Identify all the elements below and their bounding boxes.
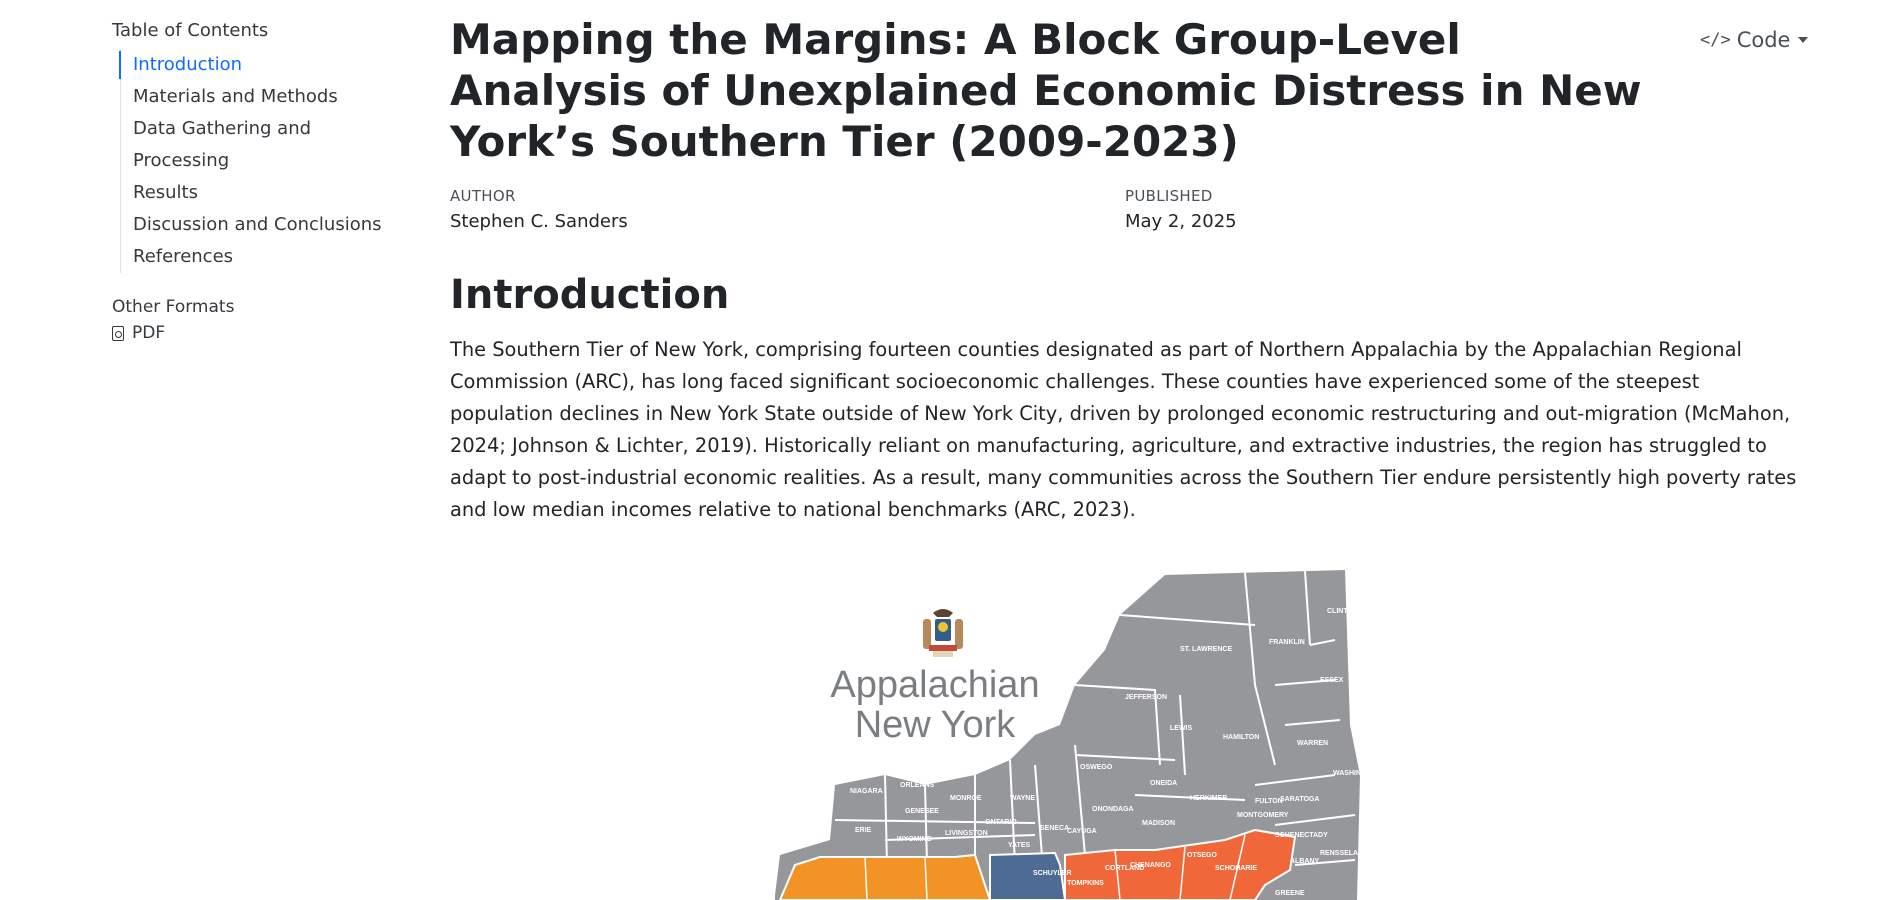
other-formats-title: Other Formats bbox=[112, 297, 235, 317]
author-label: AUTHOR bbox=[450, 187, 516, 205]
county-label: GENESEE bbox=[905, 808, 939, 815]
county-label: WYOMING bbox=[897, 836, 932, 843]
county-label: WAYNE bbox=[1010, 795, 1036, 802]
appalachian-new-york-map-figure bbox=[775, 565, 1382, 900]
logo-line-1: Appalachian bbox=[830, 664, 1040, 706]
county-label: ORLEANS bbox=[900, 782, 935, 789]
county-label: CHENANGO bbox=[1130, 862, 1171, 869]
main-content bbox=[450, 14, 1800, 526]
county-label: WASHINGTON bbox=[1333, 770, 1382, 777]
county-label: SCHUYLER bbox=[1033, 870, 1072, 877]
county-label: JEFFERSON bbox=[1125, 694, 1168, 701]
county-label: ONEIDA bbox=[1150, 780, 1178, 787]
published-label: PUBLISHED bbox=[1125, 187, 1213, 205]
toc-item-results[interactable]: Results bbox=[133, 182, 198, 203]
county-label: ERIE bbox=[855, 827, 872, 834]
author-name: Stephen C. Sanders bbox=[450, 211, 628, 232]
county-label: ST. LAWRENCE bbox=[1180, 646, 1233, 653]
published-date: May 2, 2025 bbox=[1125, 211, 1237, 232]
code-button[interactable] bbox=[1700, 28, 1808, 52]
map-region-orange-west bbox=[780, 855, 990, 900]
pdf-link[interactable] bbox=[112, 323, 412, 343]
county-label: OTSEGO bbox=[1187, 852, 1217, 859]
toc-title: Table of Contents bbox=[112, 20, 269, 41]
county-label: LEWIS bbox=[1170, 725, 1193, 732]
intro-paragraph: The Southern Tier of New York, comprising fourteen counties designated as part of Northern Appalachia by the Appalachian Regional Commission (ARC), has long faced significant socioeconomic challenges. These counties have experienced some of the steepest population declines in New York State outside of New York City, driven by prolonged economic restructuring and out-migration (McMahon, 2024; Johnson & Lichter, 2019). Historically reliant on manufacturing, agriculture, and extractive industries, the region has struggled to adapt to post-industrial economic realities. As a result, many communities across the Southern Tier endure persistently high poverty rates and low median incomes relative to national benchmarks (ARC, 2023). bbox=[450, 338, 1797, 521]
county-label: CLINTON bbox=[1327, 608, 1358, 615]
file-pdf-icon bbox=[112, 326, 124, 341]
page-title: Mapping the Margins: A Block Group-Level Analysis of Unexplained Economic Distress in New York’s Southern Tier (2009-2023) bbox=[450, 15, 1642, 166]
county-label: LIVINGSTON bbox=[945, 830, 988, 837]
county-label: ONTARIO bbox=[985, 819, 1017, 826]
published-block bbox=[1125, 187, 1800, 232]
county-label: MONROE bbox=[950, 795, 982, 802]
new-york-state-seal-icon bbox=[911, 605, 975, 665]
county-label: FULTON bbox=[1255, 798, 1283, 805]
county-label: YATES bbox=[1008, 842, 1031, 849]
pdf-label: PDF bbox=[132, 323, 166, 343]
toc-item-references[interactable]: References bbox=[133, 246, 234, 267]
author-block bbox=[450, 187, 1125, 232]
code-icon: </> bbox=[1700, 30, 1731, 50]
logo-line-2: New York bbox=[854, 704, 1016, 746]
county-label: SENECA bbox=[1040, 825, 1070, 832]
county-label: HAMILTON bbox=[1223, 734, 1260, 741]
county-label: ESSEX bbox=[1320, 677, 1344, 684]
section-heading-introduction: Introduction bbox=[450, 272, 730, 318]
county-label: ALBANY bbox=[1290, 858, 1320, 865]
chevron-down-icon bbox=[1798, 37, 1808, 43]
county-label: SCHENECTADY bbox=[1275, 832, 1328, 839]
toc-list bbox=[120, 49, 412, 273]
county-label: CORTLAND bbox=[1105, 865, 1145, 872]
county-label: NIAGARA bbox=[850, 788, 883, 795]
appalachian-new-york-logo bbox=[805, 665, 1065, 745]
county-label: RENSSELAER bbox=[1320, 850, 1368, 857]
county-label: ONONDAGA bbox=[1092, 806, 1134, 813]
county-label: WARREN bbox=[1297, 740, 1329, 747]
toc-item-introduction[interactable]: Introduction bbox=[133, 49, 412, 81]
county-label: FRANKLIN bbox=[1269, 639, 1305, 646]
county-label: SARATOGA bbox=[1280, 796, 1320, 803]
county-label: OSWEGO bbox=[1080, 764, 1113, 771]
toc-item-data-gathering[interactable]: Data Gathering and Processing bbox=[133, 118, 312, 171]
toc-item-discussion[interactable]: Discussion and Conclusions bbox=[133, 214, 382, 235]
toc-item-materials-and-methods[interactable]: Materials and Methods bbox=[133, 86, 338, 107]
county-label: SCHOHARIE bbox=[1215, 865, 1258, 872]
table-of-contents bbox=[112, 20, 412, 343]
county-label: GREENE bbox=[1275, 890, 1305, 897]
title-metadata bbox=[450, 187, 1800, 232]
county-label: CAYUGA bbox=[1067, 828, 1097, 835]
code-button-label: Code bbox=[1736, 28, 1791, 52]
county-label: TOMPKINS bbox=[1067, 880, 1104, 887]
county-label: MONTGOMERY bbox=[1237, 812, 1289, 819]
county-label: MADISON bbox=[1142, 820, 1176, 827]
county-label: HERKIMER bbox=[1190, 795, 1228, 802]
